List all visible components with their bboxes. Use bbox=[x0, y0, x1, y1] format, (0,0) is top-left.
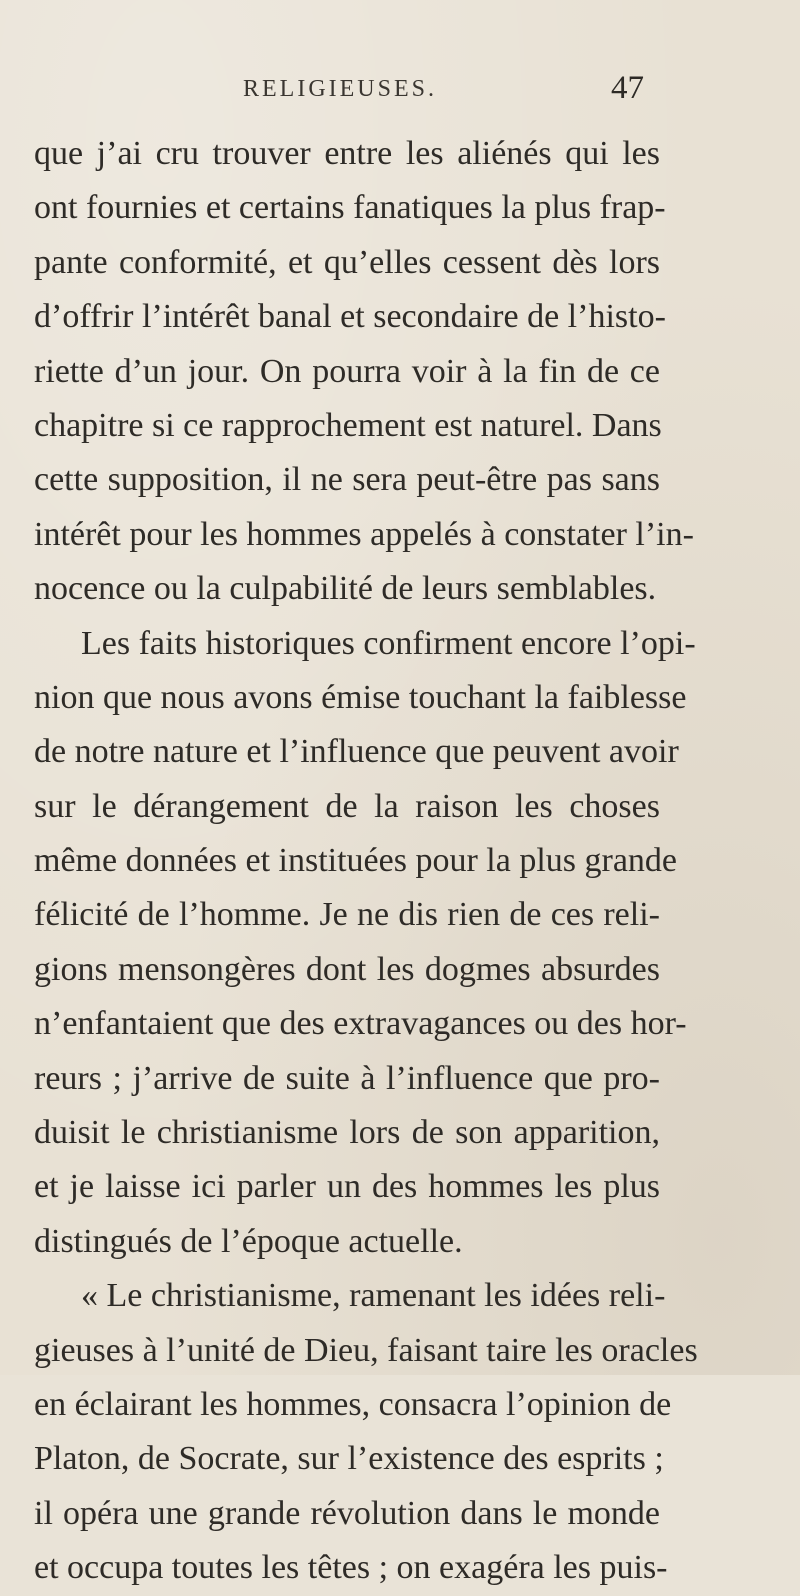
text-line: même données et instituées pour la plus grande bbox=[34, 842, 677, 880]
text-line: chapitre si ce rapprochement est naturel. Dans bbox=[34, 406, 662, 444]
text-line: nion que nous avons émise touchant la faiblesse bbox=[34, 678, 687, 716]
text-line: Platon, de Socrate, sur l’existence des esprits ; bbox=[34, 1440, 664, 1478]
text-line: il opéra une grande révolution dans le monde bbox=[34, 1494, 660, 1532]
text-line: félicité de l’homme. Je ne dis rien de ces reli- bbox=[34, 896, 660, 934]
text-line: riette d’un jour. On pourra voir à la fin de ce bbox=[34, 352, 660, 390]
paragraph-end-line: nocence ou la culpabilité de leurs semblables. bbox=[34, 570, 657, 608]
running-title: RELIGIEUSES. bbox=[243, 76, 437, 102]
paragraph-start-line: « Le christianisme, ramenant les idées reli- bbox=[81, 1277, 666, 1315]
text-line: cette supposition, il ne sera peut-être pas sans bbox=[34, 461, 660, 499]
text-line: et occupa toutes les têtes ; on exagéra les puis- bbox=[34, 1549, 668, 1587]
text-line: gieuses à l’unité de Dieu, faisant taire les oracles bbox=[34, 1331, 698, 1369]
paragraph-end-line: distingués de l’époque actuelle. bbox=[34, 1222, 463, 1260]
page-header bbox=[0, 70, 800, 116]
text-line: sur le dérangement de la raison les choses bbox=[34, 787, 660, 825]
text-line: pante conformité, et qu’elles cessent dès lors bbox=[34, 243, 660, 281]
text-line: intérêt pour les hommes appelés à constater l’in- bbox=[34, 515, 694, 553]
text-line: d’offrir l’intérêt banal et secondaire de l’histo- bbox=[34, 298, 666, 336]
text-line: et je laisse ici parler un des hommes les plus bbox=[34, 1168, 660, 1206]
text-line: gions mensongères dont les dogmes absurdes bbox=[34, 950, 660, 988]
text-line: de notre nature et l’influence que peuvent avoir bbox=[34, 733, 679, 771]
body-text bbox=[34, 127, 698, 1596]
page-number: 47 bbox=[611, 70, 644, 106]
text-line: reurs ; j’arrive de suite à l’influence que pro- bbox=[34, 1059, 660, 1097]
text-line: ont fournies et certains fanatiques la plus frap- bbox=[34, 189, 666, 227]
paragraph-start-line: Les faits historiques confirment encore l’opi- bbox=[81, 624, 696, 662]
text-line: duisit le christianisme lors de son apparition, bbox=[34, 1114, 660, 1152]
text-line: que j’ai cru trouver entre les aliénés qui les bbox=[34, 135, 660, 172]
text-line: n’enfantaient que des extravagances ou des hor- bbox=[34, 1005, 687, 1043]
text-line: en éclairant les hommes, consacra l’opinion de bbox=[34, 1385, 672, 1423]
